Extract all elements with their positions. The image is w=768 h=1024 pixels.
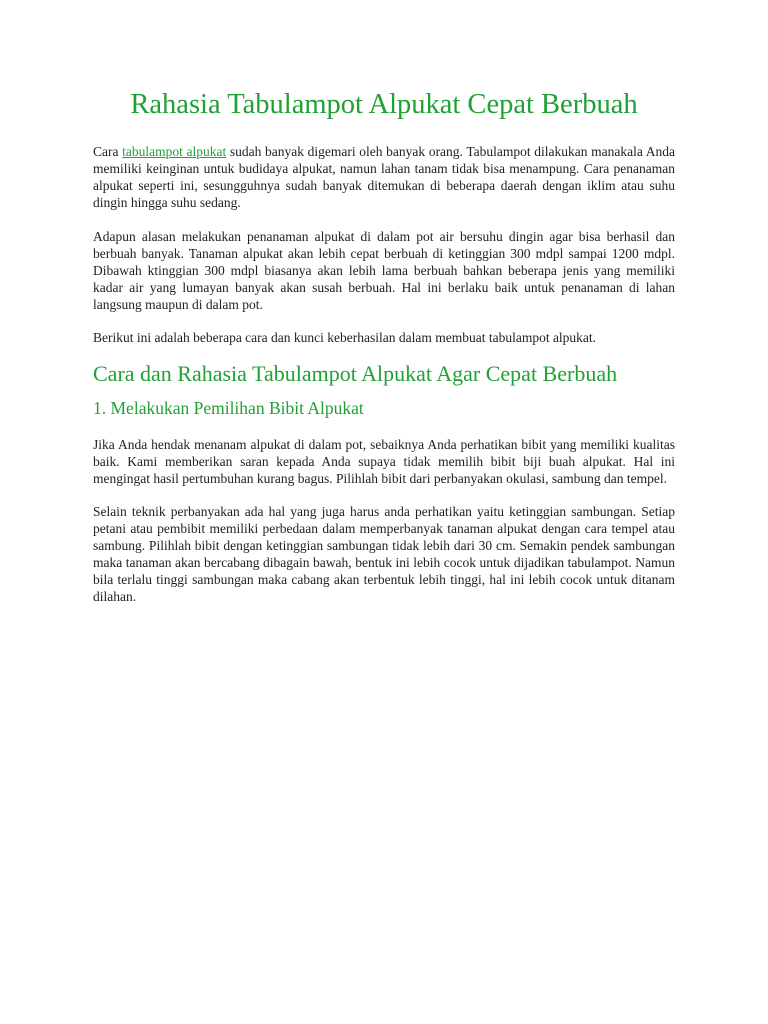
paragraph-sambungan: Selain teknik perbanyakan ada hal yang juga harus anda perhatikan yaitu ketinggian sambungan. Setiap petani atau pembibit memiliki perbedaan dalam memperbanyak tanaman alpukat dengan cara tempel atau sambung. Pilihlah bibit dengan ketinggian sambungan tidak lebih dari 30 cm. Semakin pendek sambungan maka tanaman akan bercabang dibagain bawah, bentuk ini lebih cocok untuk dijadikan tabulampot. Namun bila terlalu tinggi sambungan maka cabang akan terbentuk lebih tinggi, hal ini lebih cocok untuk ditanam dilahan. bbox=[93, 504, 675, 604]
paragraph-list-intro: Berikut ini adalah beberapa cara dan kunci keberhasilan dalam membuat tabulampot alpukat. bbox=[93, 330, 597, 345]
intro-paragraph bbox=[93, 143, 675, 211]
section-heading: Cara dan Rahasia Tabulampot Alpukat Agar Cepat Berbuah bbox=[93, 361, 618, 386]
document-page bbox=[93, 86, 675, 621]
subheading-bibit: 1. Melakukan Pemilihan Bibit Alpukat bbox=[93, 398, 364, 418]
paragraph-bibit: Jika Anda hendak menanam alpukat di dalam pot, sebaiknya Anda perhatikan bibit yang memiliki kualitas baik. Kami memberikan saran kepada Anda supaya tidak memilih bibit biji buah alpukat. Hal ini mengingat hasil pertumbuhan kurang bagus. Pilihlah bibit dari perbanyakan okulasi, sambung dan tempel. bbox=[93, 437, 675, 486]
intro-prefix: Cara bbox=[93, 144, 123, 159]
paragraph-reasons: Adapun alasan melakukan penanaman alpukat di dalam pot air bersuhu dingin agar bisa berhasil dan berbuah banyak. Tanaman alpukat akan lebih cepat berbuah di ketinggian 300 mdpl sampai 1200 mdpl. Dibawah ktinggian 300 mdpl biasanya akan lebih lama berbuah bahkan beberapa jenis yang memiliki kadar air yang lumayan banyak akan susah berbuah. Hal ini berlaku baik untuk penanaman di lahan langsung maupun di dalam pot. bbox=[93, 229, 675, 312]
tabulampot-alpukat-link[interactable]: tabulampot alpukat bbox=[122, 144, 227, 159]
document-title: Rahasia Tabulampot Alpukat Cepat Berbuah bbox=[130, 89, 638, 120]
intro-suffix: sudah banyak digemari oleh banyak orang. Tabulampot dilakukan manakala Anda memiliki keinginan untuk budidaya alpukat, namun lahan tanam tidak bisa menampung. Cara penanaman alpukat seperti ini, sesungguhnya sudah banyak ditemukan di beberapa daerah dengan iklim atau suhu dingin hingga suhu sedang. bbox=[93, 144, 675, 210]
